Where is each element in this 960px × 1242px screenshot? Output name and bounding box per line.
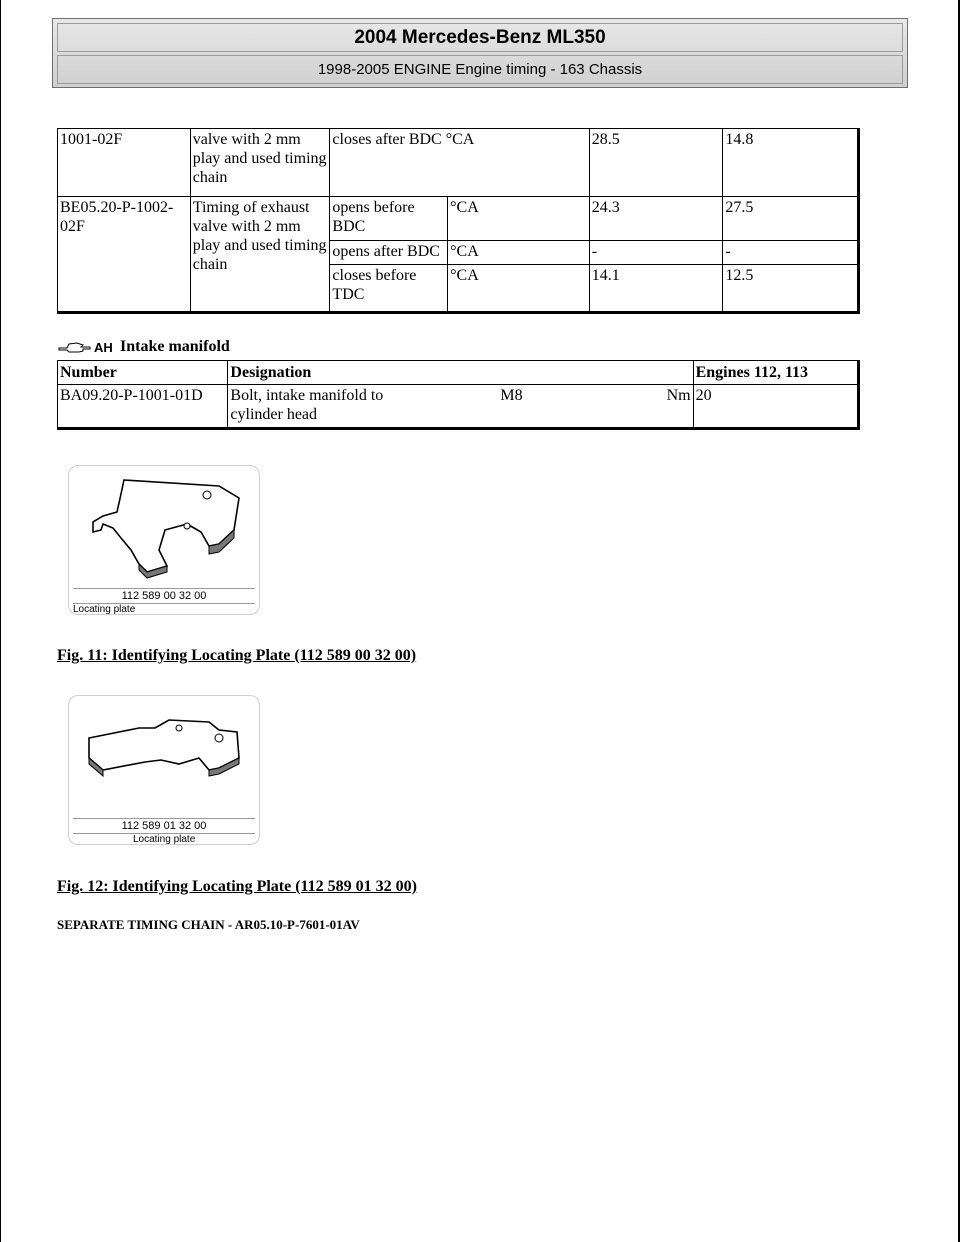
section-title-text: Intake manifold bbox=[120, 338, 230, 355]
cell-description: Timing of exhaust valve with 2 mm play and used timing chain bbox=[190, 197, 330, 313]
cell-number: BE05.20-P-1002-02F bbox=[58, 197, 191, 313]
cell-description: valve with 2 mm play and used timing chain bbox=[190, 129, 330, 197]
unit-text: °CA bbox=[445, 131, 475, 148]
cell-value-2: 14.8 bbox=[723, 129, 859, 197]
intake-manifold-heading bbox=[57, 338, 230, 356]
cell-unit: °CA bbox=[448, 241, 590, 265]
part-number-label: 112 589 00 32 00 bbox=[73, 588, 255, 604]
table-row bbox=[58, 129, 859, 197]
svg-text:AH: AH bbox=[94, 340, 113, 355]
cell-designation bbox=[228, 385, 693, 429]
cell-value-1: 28.5 bbox=[589, 129, 723, 197]
cell-unit: °CA bbox=[448, 265, 590, 313]
valve-timing-table bbox=[57, 128, 860, 314]
intake-manifold-table bbox=[57, 360, 860, 430]
figure-locating-plate-2 bbox=[68, 695, 260, 845]
table-row bbox=[58, 385, 859, 429]
part-number-label: 112 589 01 32 00 bbox=[73, 818, 255, 834]
cell-value-2: - bbox=[723, 241, 859, 265]
torque-unit: Nm bbox=[666, 387, 691, 404]
locating-plate-drawing bbox=[69, 468, 259, 586]
cell-event: opens before BDC bbox=[330, 197, 448, 241]
header-subtitle: 1998-2005 ENGINE Engine timing - 163 Chassis bbox=[57, 55, 903, 84]
pointing-hand-icon bbox=[57, 339, 117, 355]
header-designation: Designation bbox=[228, 361, 693, 385]
cell-number: 1001-02F bbox=[58, 129, 191, 197]
header-number: Number bbox=[58, 361, 228, 385]
header-title: 2004 Mercedes-Benz ML350 bbox=[57, 23, 903, 52]
figure-label: Locating plate bbox=[73, 604, 136, 615]
cell-value-1: 14.1 bbox=[589, 265, 723, 313]
cell-value-2: 27.5 bbox=[723, 197, 859, 241]
cell-value-1: - bbox=[589, 241, 723, 265]
cell-event: closes before TDC bbox=[330, 265, 448, 313]
cell-number: BA09.20-P-1001-01D bbox=[58, 385, 228, 429]
designation-text: Bolt, intake manifold to cylinder head bbox=[230, 387, 384, 423]
table-header-row bbox=[58, 361, 859, 385]
table-row bbox=[58, 197, 859, 241]
document-header bbox=[52, 18, 908, 88]
header-engines: Engines 112, 113 bbox=[693, 361, 858, 385]
cell-value-2: 12.5 bbox=[723, 265, 859, 313]
section-heading: SEPARATE TIMING CHAIN - AR05.10-P-7601-01AV bbox=[57, 917, 360, 932]
event-text: closes after BDC bbox=[332, 131, 442, 148]
cell-unit: °CA bbox=[448, 197, 590, 241]
figure-caption-2: Fig. 12: Identifying Locating Plate (112 589 01 32 00) bbox=[57, 878, 417, 895]
cell-event bbox=[330, 129, 589, 197]
cell-value-1: 24.3 bbox=[589, 197, 723, 241]
cell-event: opens after BDC bbox=[330, 241, 448, 265]
figure-caption-1: Fig. 11: Identifying Locating Plate (112 589 00 32 00) bbox=[57, 647, 417, 664]
cell-value: 20 bbox=[693, 385, 858, 429]
bolt-size: M8 bbox=[500, 387, 523, 404]
locating-plate-drawing bbox=[69, 698, 259, 816]
figure-locating-plate-1 bbox=[68, 465, 260, 615]
figure-label: Locating plate bbox=[133, 834, 196, 845]
